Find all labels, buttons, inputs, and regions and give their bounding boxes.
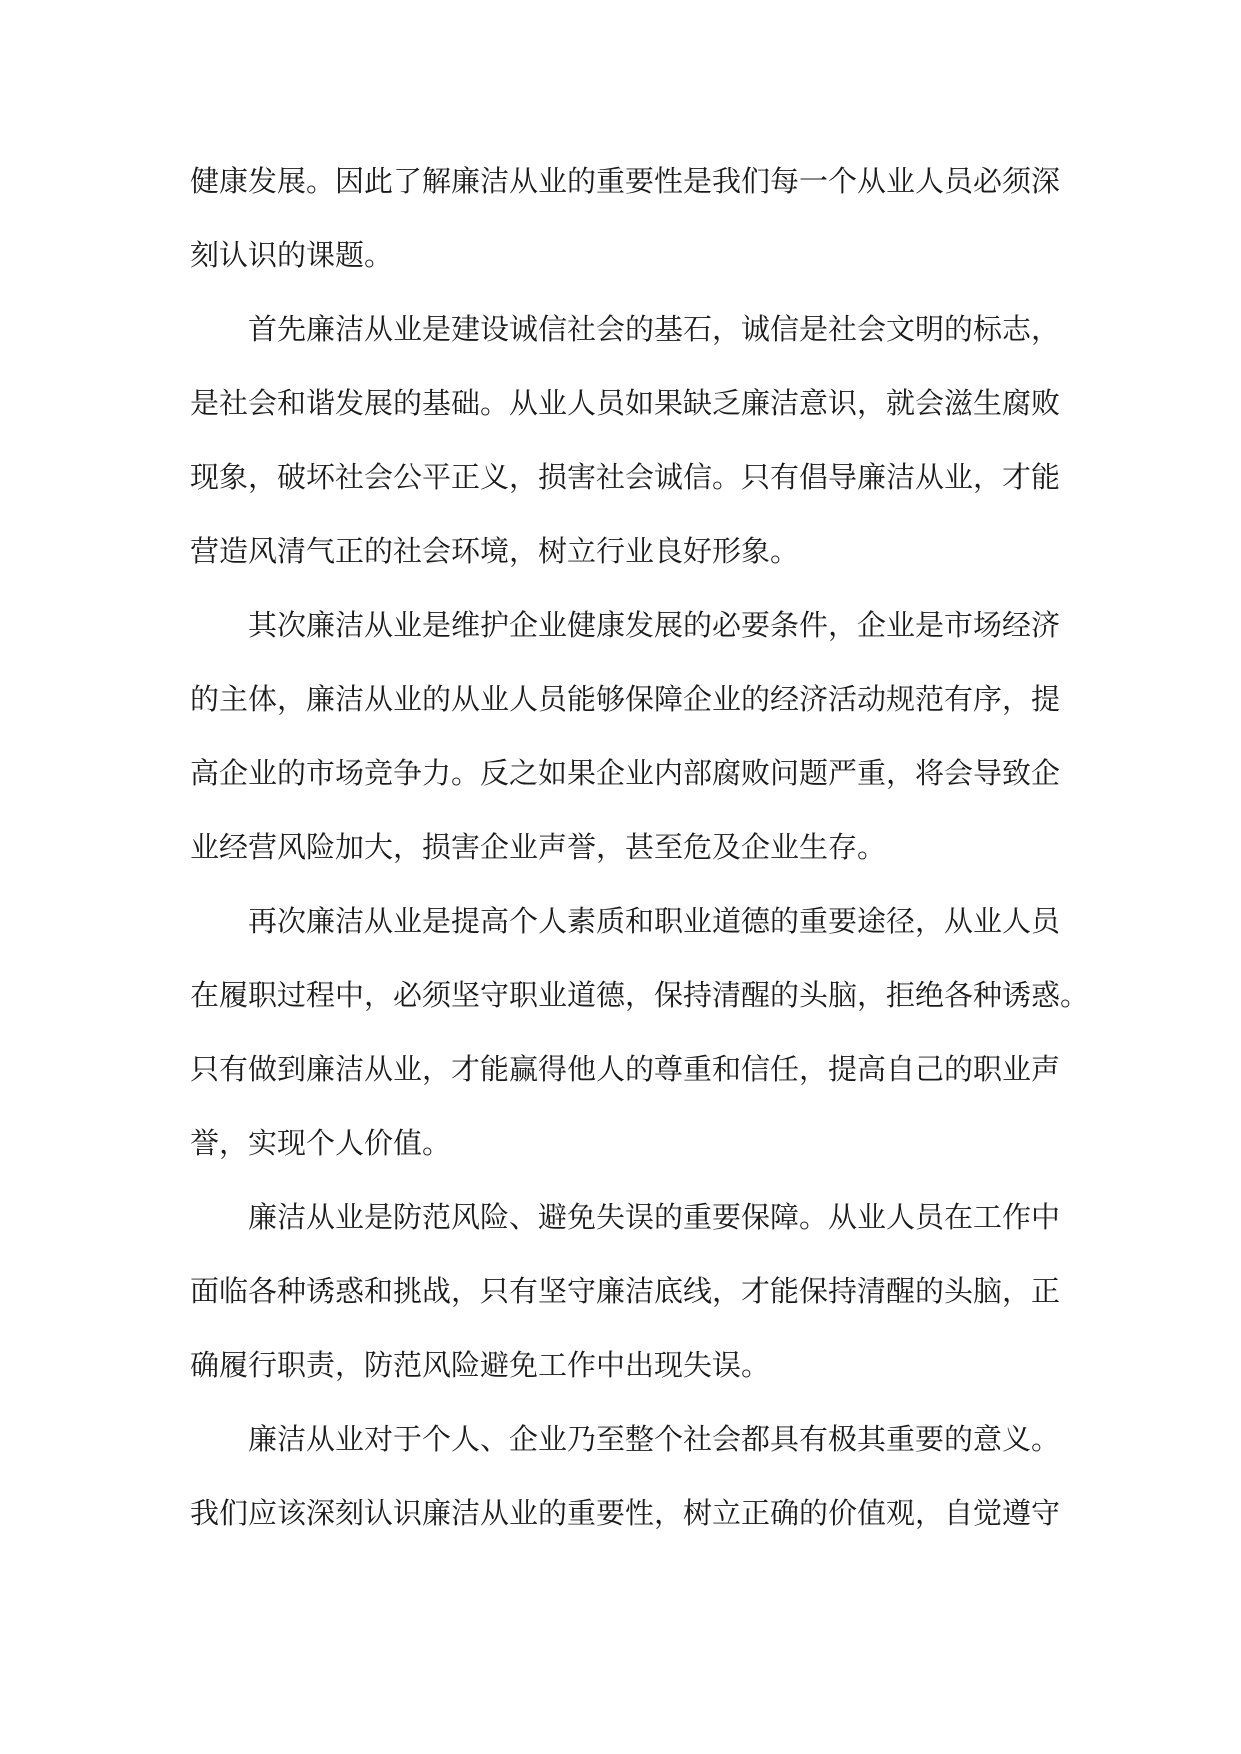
text-line: 只有做到廉洁从业，才能赢得他人的尊重和信任，提高自己的职业声: [190, 1052, 1061, 1086]
body-text: [190, 144, 1090, 1550]
text-line: 刻认识的课题。: [190, 238, 394, 272]
text-line: 现象，破坏社会公平正义，损害社会诚信。只有倡导廉洁从业，才能: [190, 460, 1061, 494]
text-line: 誉，实现个人价值。: [190, 1126, 452, 1160]
text-line: 面临各种诱惑和挑战，只有坚守廉洁底线，才能保持清醒的头脑，正: [190, 1274, 1061, 1308]
text-line: 的主体，廉洁从业的从业人员能够保障企业的经济活动规范有序，提: [190, 682, 1061, 716]
text-line: 廉洁从业是防范风险、避免失误的重要保障。从业人员在工作中: [248, 1200, 1061, 1234]
text-line: 首先廉洁从业是建设诚信社会的基石，诚信是社会文明的标志，: [248, 312, 1061, 346]
text-line: 健康发展。因此了解廉洁从业的重要性是我们每一个从业人员必须深: [190, 164, 1061, 198]
text-line: 高企业的市场竞争力。反之如果企业内部腐败问题严重，将会导致企: [190, 756, 1061, 790]
text-line: 再次廉洁从业是提高个人素质和职业道德的重要途径，从业人员: [248, 904, 1061, 938]
text-line: 是社会和谐发展的基础。从业人员如果缺乏廉洁意识，就会滋生腐败: [190, 386, 1061, 420]
text-line: 在履职过程中，必须坚守职业道德，保持清醒的头脑，拒绝各种诱惑。: [190, 978, 1090, 1012]
text-line: 我们应该深刻认识廉洁从业的重要性，树立正确的价值观，自觉遵守: [190, 1496, 1061, 1530]
text-line: 确履行职责，防范风险避免工作中出现失误。: [190, 1348, 771, 1382]
text-line: 业经营风险加大，损害企业声誉，甚至危及企业生存。: [190, 830, 887, 864]
text-line: 廉洁从业对于个人、企业乃至整个社会都具有极其重要的意义。: [248, 1422, 1061, 1456]
text-line: 其次廉洁从业是维护企业健康发展的必要条件，企业是市场经济: [248, 608, 1061, 642]
text-line: 营造风清气正的社会环境，树立行业良好形象。: [190, 534, 800, 568]
